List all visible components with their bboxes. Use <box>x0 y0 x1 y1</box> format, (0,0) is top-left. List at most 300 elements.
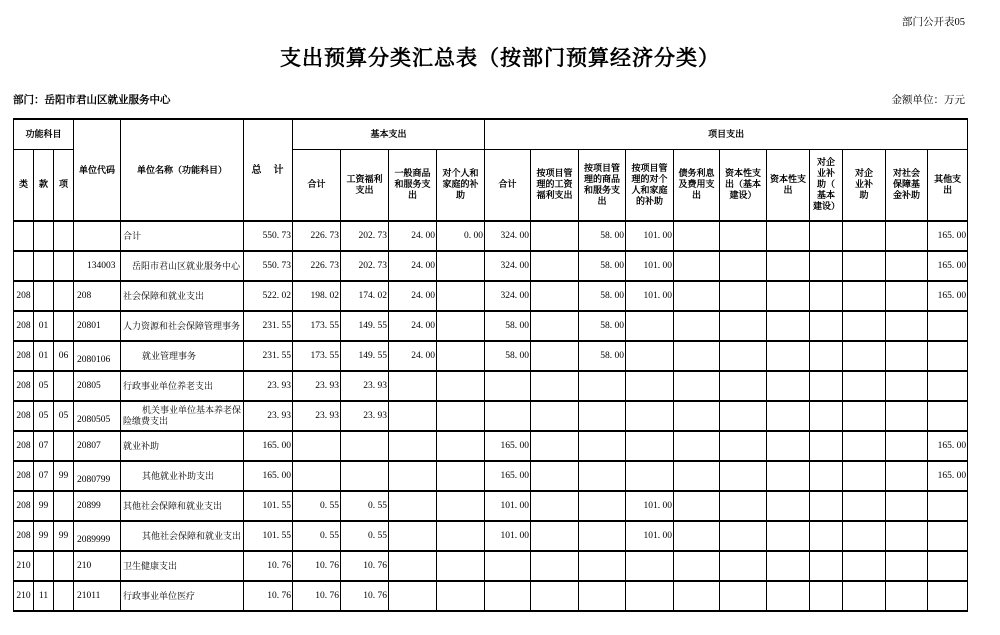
header-unit-code: 单位代码 <box>74 119 121 221</box>
header-capital-basic-construction: 资本性支出（基本建设） <box>720 149 767 221</box>
value-cell <box>579 491 626 521</box>
value-cell <box>767 371 810 401</box>
table-row <box>14 431 968 461</box>
value-cell <box>886 221 928 251</box>
value-cell: 324. 00 <box>485 281 531 311</box>
value-cell: 226. 73 <box>293 251 341 281</box>
value-cell <box>720 341 767 371</box>
value-cell <box>886 461 928 491</box>
value-cell <box>34 221 54 251</box>
value-cell <box>674 461 720 491</box>
value-cell <box>928 311 968 341</box>
value-cell <box>843 251 886 281</box>
value-cell: 01 <box>34 341 54 371</box>
value-cell <box>720 371 767 401</box>
value-cell <box>720 251 767 281</box>
value-cell <box>886 551 928 581</box>
value-cell: 165. 00 <box>928 431 968 461</box>
value-cell <box>293 461 341 491</box>
budget-table <box>13 118 968 612</box>
value-cell <box>626 461 674 491</box>
value-cell <box>293 431 341 461</box>
value-cell: 101. 55 <box>244 491 293 521</box>
value-cell <box>720 491 767 521</box>
value-cell: 210 <box>14 551 34 581</box>
unit-name-cell: 就业管理事务 <box>121 341 244 371</box>
value-cell <box>843 371 886 401</box>
value-cell <box>626 371 674 401</box>
value-cell <box>843 311 886 341</box>
value-cell: 10. 76 <box>293 581 341 611</box>
value-cell: 99 <box>34 491 54 521</box>
value-cell <box>54 251 74 281</box>
unit-code-cell <box>74 221 121 251</box>
value-cell <box>674 551 720 581</box>
value-cell: 101. 00 <box>626 521 674 551</box>
value-cell <box>928 521 968 551</box>
value-cell: 05 <box>34 371 54 401</box>
value-cell <box>886 491 928 521</box>
value-cell <box>767 551 810 581</box>
value-cell <box>810 581 843 611</box>
value-cell <box>531 281 579 311</box>
unit-name-cell: 卫生健康支出 <box>121 551 244 581</box>
value-cell: 165. 00 <box>928 281 968 311</box>
value-cell <box>886 581 928 611</box>
value-cell <box>437 281 485 311</box>
value-cell <box>485 371 531 401</box>
value-cell: 58. 00 <box>579 311 626 341</box>
value-cell <box>579 431 626 461</box>
value-cell: 23. 93 <box>244 371 293 401</box>
value-cell <box>531 431 579 461</box>
value-cell <box>720 461 767 491</box>
value-cell <box>54 431 74 461</box>
value-cell: 208 <box>14 431 34 461</box>
value-cell: 208 <box>14 521 34 551</box>
value-cell <box>720 431 767 461</box>
unit-code-cell: 210 <box>74 551 121 581</box>
value-cell: 24. 00 <box>389 281 437 311</box>
amount-unit-label: 金额单位：万元 <box>891 95 965 106</box>
value-cell: 101. 00 <box>626 221 674 251</box>
header-kuan: 款 <box>34 149 54 221</box>
value-cell: 58. 00 <box>579 281 626 311</box>
unit-code-cell: 2089999 <box>74 521 121 551</box>
value-cell <box>389 431 437 461</box>
value-cell <box>767 341 810 371</box>
value-cell: 208 <box>14 461 34 491</box>
value-cell <box>767 311 810 341</box>
value-cell: 165. 00 <box>244 431 293 461</box>
unit-code-cell: 2080505 <box>74 401 121 431</box>
value-cell <box>389 371 437 401</box>
value-cell: 202. 73 <box>341 251 389 281</box>
value-cell <box>531 401 579 431</box>
table-row <box>14 521 968 551</box>
value-cell <box>720 581 767 611</box>
unit-name-cell: 机关事业单位基本养老保险缴费支出 <box>121 401 244 431</box>
value-cell: 23. 93 <box>341 401 389 431</box>
value-cell: 24. 00 <box>389 341 437 371</box>
table-row <box>14 551 968 581</box>
value-cell: 165. 00 <box>928 221 968 251</box>
value-cell: 198. 02 <box>293 281 341 311</box>
value-cell <box>886 431 928 461</box>
unit-name-cell: 其他社会保障和就业支出 <box>121 491 244 521</box>
unit-code-cell: 134003 <box>74 251 121 281</box>
header-debt-interest: 债务利息及费用支出 <box>674 149 720 221</box>
unit-name-cell: 其他社会保障和就业支出 <box>121 521 244 551</box>
value-cell <box>674 401 720 431</box>
value-cell: 202. 73 <box>341 221 389 251</box>
unit-code-cell: 208 <box>74 281 121 311</box>
value-cell <box>14 221 34 251</box>
table-row <box>14 581 968 611</box>
value-cell <box>886 521 928 551</box>
value-cell <box>674 521 720 551</box>
value-cell <box>886 251 928 281</box>
value-cell: 165. 00 <box>485 431 531 461</box>
value-cell <box>810 221 843 251</box>
value-cell <box>389 521 437 551</box>
value-cell: 10. 76 <box>293 551 341 581</box>
value-cell <box>341 461 389 491</box>
value-cell <box>810 431 843 461</box>
value-cell <box>886 341 928 371</box>
value-cell <box>54 221 74 251</box>
value-cell: 173. 55 <box>293 341 341 371</box>
value-cell: 99 <box>54 461 74 491</box>
value-cell <box>626 581 674 611</box>
value-cell <box>437 401 485 431</box>
value-cell <box>767 491 810 521</box>
header-lei: 类 <box>14 149 34 221</box>
value-cell: 23. 93 <box>293 371 341 401</box>
value-cell: 01 <box>34 311 54 341</box>
value-cell <box>928 401 968 431</box>
value-cell: 101. 00 <box>626 491 674 521</box>
value-cell <box>767 521 810 551</box>
value-cell <box>767 431 810 461</box>
value-cell <box>531 551 579 581</box>
value-cell <box>767 251 810 281</box>
form-number: 部门公开表05 <box>902 17 965 28</box>
value-cell: 324. 00 <box>485 251 531 281</box>
value-cell <box>437 251 485 281</box>
value-cell: 10. 76 <box>341 551 389 581</box>
value-cell <box>674 581 720 611</box>
value-cell <box>810 461 843 491</box>
header-basic-family-subsidy: 对个人和家庭的补助 <box>437 149 485 221</box>
value-cell: 58. 00 <box>579 251 626 281</box>
header-unit-name: 单位名称（功能科目） <box>121 119 244 221</box>
header-func-subject: 功能科目 <box>14 119 74 149</box>
value-cell <box>886 401 928 431</box>
value-cell <box>626 401 674 431</box>
value-cell <box>531 341 579 371</box>
unit-name-cell: 人力资源和社会保障管理事务 <box>121 311 244 341</box>
value-cell <box>767 281 810 311</box>
value-cell <box>810 251 843 281</box>
value-cell <box>843 221 886 251</box>
header-enterprise-subsidy-basic: 对企业补助（基本建设） <box>810 149 843 221</box>
value-cell <box>928 581 968 611</box>
header-row-groups <box>14 119 968 149</box>
value-cell: 24. 00 <box>389 251 437 281</box>
header-basic-goods: 一般商品和服务支出 <box>389 149 437 221</box>
value-cell: 0. 00 <box>437 221 485 251</box>
value-cell <box>341 431 389 461</box>
value-cell <box>389 551 437 581</box>
value-cell <box>810 281 843 311</box>
value-cell: 58. 00 <box>485 341 531 371</box>
value-cell <box>54 311 74 341</box>
value-cell: 24. 00 <box>389 311 437 341</box>
value-cell <box>720 221 767 251</box>
value-cell <box>54 491 74 521</box>
value-cell <box>437 341 485 371</box>
value-cell <box>674 221 720 251</box>
value-cell <box>886 281 928 311</box>
value-cell <box>674 491 720 521</box>
value-cell: 24. 00 <box>389 221 437 251</box>
value-cell: 23. 93 <box>244 401 293 431</box>
unit-name-cell: 行政事业单位医疗 <box>121 581 244 611</box>
value-cell: 226. 73 <box>293 221 341 251</box>
unit-name-cell: 行政事业单位养老支出 <box>121 371 244 401</box>
value-cell <box>810 311 843 341</box>
value-cell <box>531 251 579 281</box>
value-cell: 149. 55 <box>341 311 389 341</box>
value-cell <box>54 581 74 611</box>
table-header <box>14 119 968 221</box>
value-cell: 05 <box>34 401 54 431</box>
value-cell <box>843 431 886 461</box>
value-cell <box>720 401 767 431</box>
header-project-subtotal: 合计 <box>485 149 531 221</box>
value-cell: 165. 00 <box>928 461 968 491</box>
table-row <box>14 341 968 371</box>
unit-name-cell: 合计 <box>121 221 244 251</box>
value-cell <box>767 401 810 431</box>
value-cell: 05 <box>54 401 74 431</box>
table-row <box>14 251 968 281</box>
value-cell <box>437 311 485 341</box>
value-cell <box>531 491 579 521</box>
header-other-expenditure: 其他支出 <box>928 149 968 221</box>
value-cell: 522. 02 <box>244 281 293 311</box>
unit-code-cell: 20807 <box>74 431 121 461</box>
value-cell <box>389 401 437 431</box>
value-cell <box>531 581 579 611</box>
header-xiang: 项 <box>54 149 74 221</box>
value-cell <box>674 281 720 311</box>
value-cell <box>531 221 579 251</box>
value-cell <box>674 251 720 281</box>
unit-code-cell: 21011 <box>74 581 121 611</box>
value-cell <box>389 581 437 611</box>
value-cell <box>674 311 720 341</box>
value-cell <box>437 371 485 401</box>
value-cell <box>14 251 34 281</box>
value-cell <box>437 521 485 551</box>
value-cell <box>626 341 674 371</box>
header-project-family-subsidy: 按项目管理的对个人和家庭的补助 <box>626 149 674 221</box>
value-cell <box>674 371 720 401</box>
value-cell <box>720 521 767 551</box>
value-cell <box>579 371 626 401</box>
value-cell: 208 <box>14 491 34 521</box>
value-cell: 101. 55 <box>244 521 293 551</box>
value-cell <box>720 281 767 311</box>
value-cell <box>437 461 485 491</box>
value-cell: 101. 00 <box>626 251 674 281</box>
value-cell: 58. 00 <box>485 311 531 341</box>
value-cell: 324. 00 <box>485 221 531 251</box>
value-cell: 99 <box>54 521 74 551</box>
table-body <box>14 221 968 611</box>
value-cell: 208 <box>14 401 34 431</box>
unit-code-cell: 20801 <box>74 311 121 341</box>
value-cell <box>579 521 626 551</box>
page-title: 支出预算分类汇总表（按部门预算经济分类） <box>280 47 720 70</box>
unit-name-cell: 社会保障和就业支出 <box>121 281 244 311</box>
unit-code-cell: 2080799 <box>74 461 121 491</box>
value-cell <box>437 431 485 461</box>
header-basic-subtotal: 合计 <box>293 149 341 221</box>
value-cell <box>626 551 674 581</box>
value-cell <box>531 371 579 401</box>
value-cell <box>928 551 968 581</box>
value-cell: 210 <box>14 581 34 611</box>
value-cell: 208 <box>14 281 34 311</box>
header-social-security-subsidy: 对社会保障基金补助 <box>886 149 928 221</box>
value-cell: 07 <box>34 431 54 461</box>
value-cell <box>886 311 928 341</box>
value-cell <box>843 581 886 611</box>
value-cell <box>810 401 843 431</box>
table-row <box>14 281 968 311</box>
value-cell <box>843 341 886 371</box>
value-cell <box>767 221 810 251</box>
value-cell <box>34 551 54 581</box>
value-cell: 06 <box>54 341 74 371</box>
value-cell <box>626 431 674 461</box>
table-row <box>14 311 968 341</box>
value-cell: 99 <box>34 521 54 551</box>
value-cell <box>810 521 843 551</box>
value-cell: 0. 55 <box>293 491 341 521</box>
value-cell: 0. 55 <box>341 491 389 521</box>
value-cell <box>437 581 485 611</box>
value-cell <box>485 551 531 581</box>
value-cell: 208 <box>14 311 34 341</box>
header-project-wages: 按项目管理的工资福利支出 <box>531 149 579 221</box>
value-cell: 11 <box>34 581 54 611</box>
header-project-expenditure: 项目支出 <box>485 119 968 149</box>
value-cell <box>720 551 767 581</box>
value-cell <box>810 371 843 401</box>
value-cell: 165. 00 <box>928 251 968 281</box>
value-cell <box>389 491 437 521</box>
header-project-goods: 按项目管理的商品和服务支出 <box>579 149 626 221</box>
header-basic-expenditure: 基本支出 <box>293 119 485 149</box>
value-cell <box>579 461 626 491</box>
table-row <box>14 491 968 521</box>
value-cell <box>843 461 886 491</box>
value-cell: 173. 55 <box>293 311 341 341</box>
value-cell <box>437 551 485 581</box>
value-cell <box>579 401 626 431</box>
value-cell: 101. 00 <box>485 491 531 521</box>
table-row <box>14 401 968 431</box>
value-cell: 07 <box>34 461 54 491</box>
value-cell: 165. 00 <box>244 461 293 491</box>
header-capital: 资本性支出 <box>767 149 810 221</box>
value-cell: 208 <box>14 371 34 401</box>
value-cell <box>531 311 579 341</box>
value-cell <box>54 281 74 311</box>
unit-name-cell: 就业补助 <box>121 431 244 461</box>
header-enterprise-subsidy: 对企业补助 <box>843 149 886 221</box>
value-cell: 550. 73 <box>244 251 293 281</box>
value-cell <box>928 341 968 371</box>
value-cell: 550. 73 <box>244 221 293 251</box>
value-cell: 208 <box>14 341 34 371</box>
value-cell <box>437 491 485 521</box>
value-cell <box>843 491 886 521</box>
value-cell <box>34 251 54 281</box>
header-grand-total: 总 计 <box>244 119 293 221</box>
value-cell: 101. 00 <box>485 521 531 551</box>
header-basic-wages: 工资福利支出 <box>341 149 389 221</box>
value-cell <box>810 551 843 581</box>
value-cell <box>767 461 810 491</box>
value-cell <box>579 581 626 611</box>
value-cell <box>531 461 579 491</box>
value-cell <box>843 551 886 581</box>
value-cell <box>485 581 531 611</box>
table-row <box>14 221 968 251</box>
value-cell <box>928 371 968 401</box>
value-cell: 174. 02 <box>341 281 389 311</box>
value-cell: 10. 76 <box>341 581 389 611</box>
unit-code-cell: 2080106 <box>74 341 121 371</box>
value-cell: 10. 76 <box>244 551 293 581</box>
value-cell <box>843 521 886 551</box>
value-cell <box>720 311 767 341</box>
value-cell: 231. 55 <box>244 341 293 371</box>
value-cell: 23. 93 <box>341 371 389 401</box>
value-cell: 58. 00 <box>579 221 626 251</box>
value-cell: 231. 55 <box>244 311 293 341</box>
value-cell: 149. 55 <box>341 341 389 371</box>
value-cell <box>531 521 579 551</box>
value-cell <box>674 431 720 461</box>
value-cell: 165. 00 <box>485 461 531 491</box>
unit-name-cell: 岳阳市君山区就业服务中心 <box>121 251 244 281</box>
table-row <box>14 371 968 401</box>
value-cell <box>626 311 674 341</box>
value-cell <box>928 491 968 521</box>
unit-name-cell: 其他就业补助支出 <box>121 461 244 491</box>
value-cell: 58. 00 <box>579 341 626 371</box>
value-cell <box>54 551 74 581</box>
unit-code-cell: 20899 <box>74 491 121 521</box>
unit-code-cell: 20805 <box>74 371 121 401</box>
value-cell: 0. 55 <box>293 521 341 551</box>
